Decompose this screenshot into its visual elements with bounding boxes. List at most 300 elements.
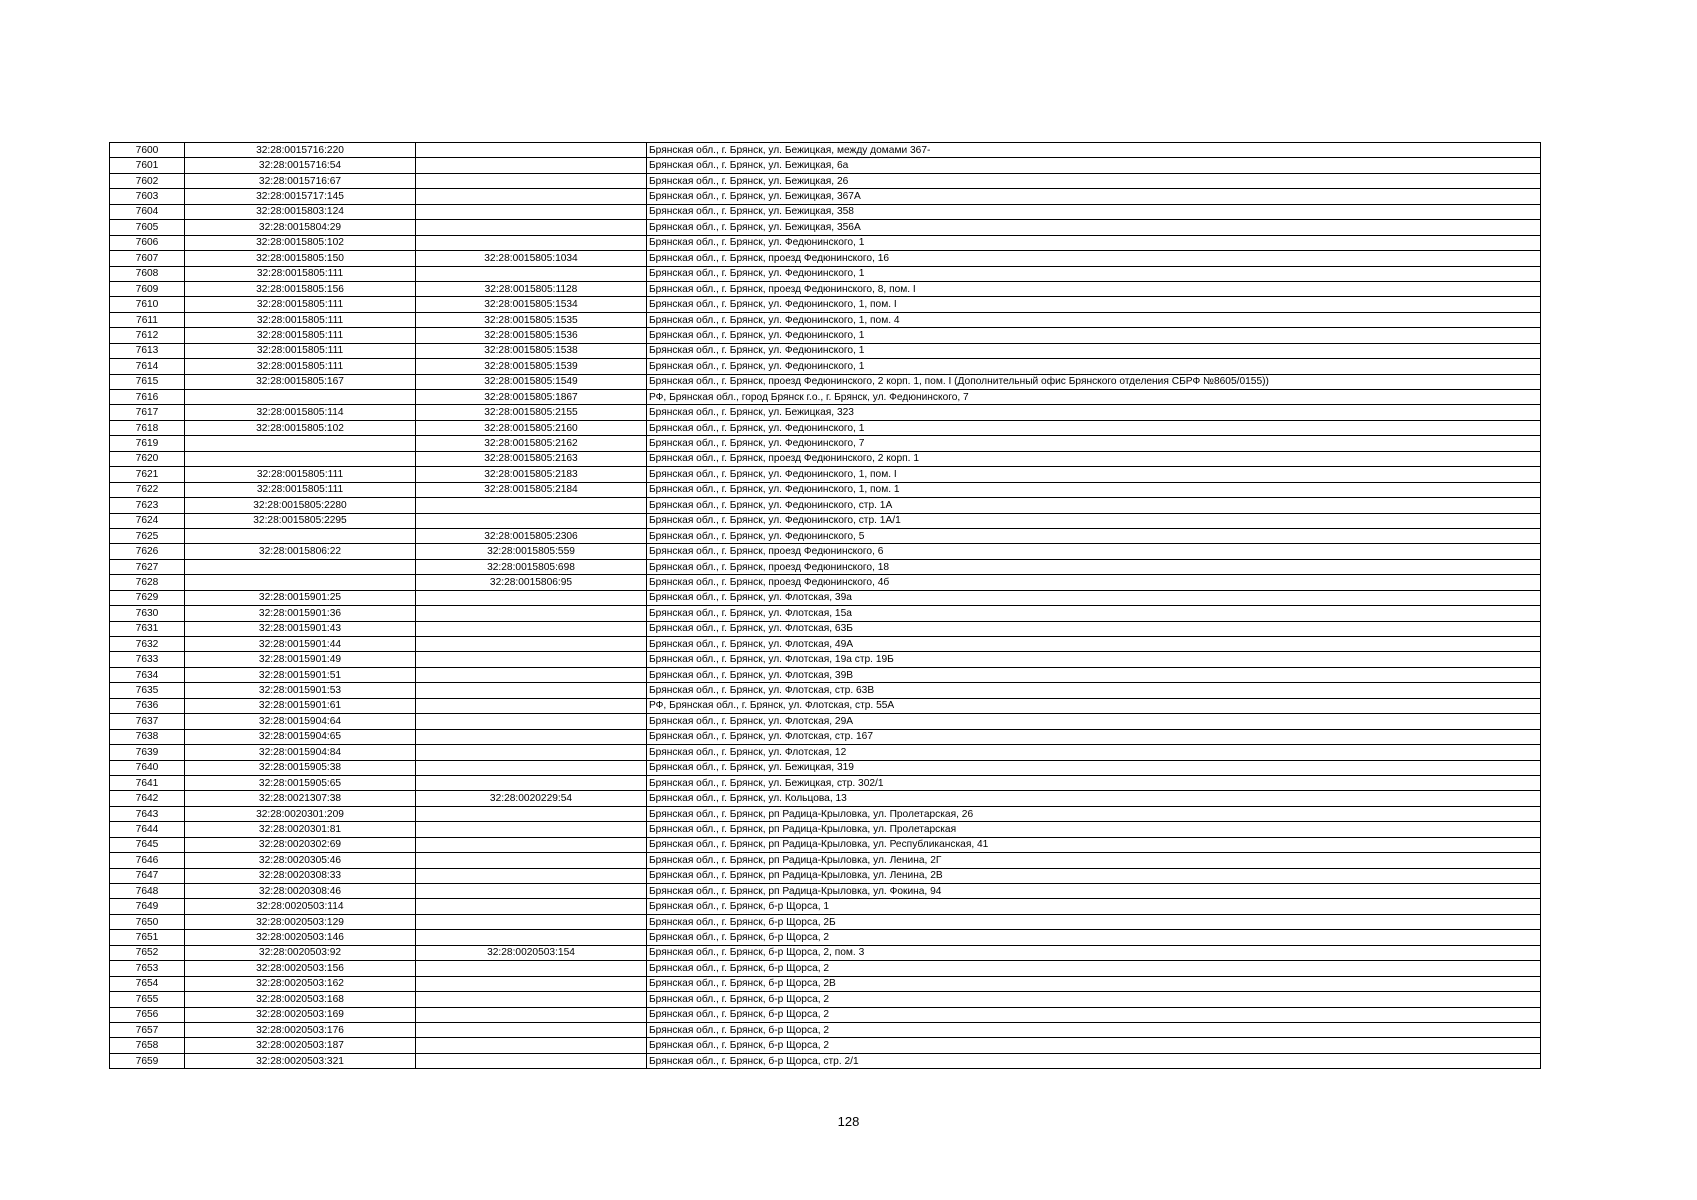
land-cadastral-number-cell	[185, 575, 416, 590]
row-number-cell: 7645	[110, 837, 185, 852]
register-sheet	[109, 142, 1540, 1069]
address-cell: Брянская обл., г. Брянск, рп Радица-Крыловка, ул. Республиканская, 41	[647, 837, 1541, 852]
row-number-cell: 7636	[110, 698, 185, 713]
table-row	[110, 745, 1541, 760]
address-cell: Брянская обл., г. Брянск, ул. Бежицкая, стр. 302/1	[647, 775, 1541, 790]
building-cadastral-number-cell: 32:28:0015805:2162	[416, 436, 647, 451]
row-number-cell: 7644	[110, 822, 185, 837]
row-number-cell: 7654	[110, 976, 185, 991]
land-cadastral-number-cell: 32:28:0015805:102	[185, 420, 416, 435]
row-number-cell: 7649	[110, 899, 185, 914]
address-cell: Брянская обл., г. Брянск, б-р Щорса, 1	[647, 899, 1541, 914]
table-row	[110, 992, 1541, 1007]
row-number-cell: 7621	[110, 467, 185, 482]
land-cadastral-number-cell: 32:28:0015901:61	[185, 698, 416, 713]
table-row	[110, 698, 1541, 713]
building-cadastral-number-cell	[416, 806, 647, 821]
building-cadastral-number-cell: 32:28:0015805:2184	[416, 482, 647, 497]
table-row	[110, 760, 1541, 775]
address-cell: Брянская обл., г. Брянск, ул. Федюнинского, 1	[647, 235, 1541, 250]
land-cadastral-number-cell: 32:28:0015805:111	[185, 266, 416, 281]
table-row	[110, 822, 1541, 837]
row-number-cell: 7605	[110, 220, 185, 235]
table-row	[110, 775, 1541, 790]
building-cadastral-number-cell	[416, 930, 647, 945]
row-number-cell: 7634	[110, 667, 185, 682]
building-cadastral-number-cell	[416, 745, 647, 760]
table-row	[110, 791, 1541, 806]
address-cell: Брянская обл., г. Брянск, б-р Щорса, 2	[647, 1022, 1541, 1037]
land-cadastral-number-cell: 32:28:0015904:65	[185, 729, 416, 744]
address-cell: Брянская обл., г. Брянск, ул. Кольцова, 13	[647, 791, 1541, 806]
building-cadastral-number-cell	[416, 976, 647, 991]
row-number-cell: 7657	[110, 1022, 185, 1037]
row-number-cell: 7600	[110, 143, 185, 158]
building-cadastral-number-cell: 32:28:0015805:2306	[416, 528, 647, 543]
land-cadastral-number-cell: 32:28:0015905:65	[185, 775, 416, 790]
address-cell: Брянская обл., г. Брянск, ул. Федюнинского, 5	[647, 528, 1541, 543]
land-cadastral-number-cell: 32:28:0015805:111	[185, 482, 416, 497]
address-cell: Брянская обл., г. Брянск, рп Радица-Крыловка, ул. Ленина, 2В	[647, 868, 1541, 883]
row-number-cell: 7627	[110, 559, 185, 574]
land-cadastral-number-cell: 32:28:0015804:29	[185, 220, 416, 235]
table-row	[110, 637, 1541, 652]
row-number-cell: 7613	[110, 343, 185, 358]
building-cadastral-number-cell	[416, 899, 647, 914]
land-cadastral-number-cell: 32:28:0015716:54	[185, 158, 416, 173]
building-cadastral-number-cell	[416, 513, 647, 528]
address-cell: Брянская обл., г. Брянск, б-р Щорса, 2	[647, 992, 1541, 1007]
row-number-cell: 7625	[110, 528, 185, 543]
row-number-cell: 7610	[110, 297, 185, 312]
table-row	[110, 281, 1541, 296]
building-cadastral-number-cell	[416, 637, 647, 652]
row-number-cell: 7626	[110, 544, 185, 559]
address-cell: Брянская обл., г. Брянск, б-р Щорса, 2	[647, 1038, 1541, 1053]
land-cadastral-number-cell: 32:28:0020308:33	[185, 868, 416, 883]
table-row	[110, 806, 1541, 821]
address-cell: Брянская обл., г. Брянск, проезд Федюнинского, 4б	[647, 575, 1541, 590]
building-cadastral-number-cell	[416, 158, 647, 173]
building-cadastral-number-cell	[416, 714, 647, 729]
table-row	[110, 436, 1541, 451]
building-cadastral-number-cell	[416, 189, 647, 204]
row-number-cell: 7658	[110, 1038, 185, 1053]
row-number-cell: 7622	[110, 482, 185, 497]
address-cell: Брянская обл., г. Брянск, ул. Бежицкая, между домами 367-	[647, 143, 1541, 158]
land-cadastral-number-cell: 32:28:0020503:146	[185, 930, 416, 945]
address-cell: Брянская обл., г. Брянск, ул. Флотская, 63Б	[647, 621, 1541, 636]
land-cadastral-number-cell: 32:28:0015805:2280	[185, 498, 416, 513]
building-cadastral-number-cell: 32:28:0015805:2183	[416, 467, 647, 482]
address-cell: Брянская обл., г. Брянск, ул. Федюнинского, 1	[647, 266, 1541, 281]
land-cadastral-number-cell: 32:28:0015805:2295	[185, 513, 416, 528]
row-number-cell: 7637	[110, 714, 185, 729]
land-cadastral-number-cell: 32:28:0020301:209	[185, 806, 416, 821]
table-row	[110, 158, 1541, 173]
table-row	[110, 251, 1541, 266]
row-number-cell: 7606	[110, 235, 185, 250]
address-cell: Брянская обл., г. Брянск, ул. Флотская, 29А	[647, 714, 1541, 729]
building-cadastral-number-cell	[416, 1022, 647, 1037]
land-cadastral-number-cell: 32:28:0015805:111	[185, 312, 416, 327]
row-number-cell: 7604	[110, 204, 185, 219]
row-number-cell: 7628	[110, 575, 185, 590]
building-cadastral-number-cell: 32:28:0015805:1128	[416, 281, 647, 296]
address-cell: Брянская обл., г. Брянск, проезд Федюнинского, 6	[647, 544, 1541, 559]
table-row	[110, 652, 1541, 667]
address-cell: Брянская обл., г. Брянск, ул. Флотская, стр. 167	[647, 729, 1541, 744]
building-cadastral-number-cell	[416, 961, 647, 976]
address-cell: Брянская обл., г. Брянск, ул. Бежицкая, 356А	[647, 220, 1541, 235]
building-cadastral-number-cell: 32:28:0020229:54	[416, 791, 647, 806]
building-cadastral-number-cell	[416, 266, 647, 281]
row-number-cell: 7647	[110, 868, 185, 883]
row-number-cell: 7659	[110, 1053, 185, 1068]
address-cell: Брянская обл., г. Брянск, ул. Федюнинского, 1, пом. 1	[647, 482, 1541, 497]
table-row	[110, 513, 1541, 528]
table-row	[110, 884, 1541, 899]
row-number-cell: 7655	[110, 992, 185, 1007]
land-cadastral-number-cell: 32:28:0015805:111	[185, 328, 416, 343]
row-number-cell: 7609	[110, 281, 185, 296]
address-cell: Брянская обл., г. Брянск, проезд Федюнинского, 16	[647, 251, 1541, 266]
building-cadastral-number-cell	[416, 884, 647, 899]
building-cadastral-number-cell	[416, 683, 647, 698]
row-number-cell: 7632	[110, 637, 185, 652]
land-cadastral-number-cell: 32:28:0015805:111	[185, 467, 416, 482]
land-cadastral-number-cell	[185, 559, 416, 574]
address-cell: Брянская обл., г. Брянск, ул. Федюнинского, 1, пом. I	[647, 467, 1541, 482]
row-number-cell: 7620	[110, 451, 185, 466]
land-cadastral-number-cell: 32:28:0015805:156	[185, 281, 416, 296]
address-cell: Брянская обл., г. Брянск, ул. Флотская, 12	[647, 745, 1541, 760]
row-number-cell: 7629	[110, 590, 185, 605]
land-cadastral-number-cell: 32:28:0020305:46	[185, 853, 416, 868]
table-row	[110, 1038, 1541, 1053]
table-row	[110, 575, 1541, 590]
land-cadastral-number-cell: 32:28:0015803:124	[185, 204, 416, 219]
address-cell: Брянская обл., г. Брянск, б-р Щорса, 2В	[647, 976, 1541, 991]
row-number-cell: 7651	[110, 930, 185, 945]
land-cadastral-number-cell	[185, 451, 416, 466]
row-number-cell: 7646	[110, 853, 185, 868]
building-cadastral-number-cell: 32:28:0015806:95	[416, 575, 647, 590]
building-cadastral-number-cell	[416, 853, 647, 868]
address-cell: Брянская обл., г. Брянск, ул. Флотская, 49А	[647, 637, 1541, 652]
address-cell: Брянская обл., г. Брянск, рп Радица-Крыловка, ул. Ленина, 2Г	[647, 853, 1541, 868]
table-row	[110, 930, 1541, 945]
row-number-cell: 7616	[110, 390, 185, 405]
land-cadastral-number-cell: 32:28:0020302:69	[185, 837, 416, 852]
building-cadastral-number-cell	[416, 235, 647, 250]
building-cadastral-number-cell: 32:28:0015805:2163	[416, 451, 647, 466]
row-number-cell: 7602	[110, 173, 185, 188]
building-cadastral-number-cell: 32:28:0015805:1535	[416, 312, 647, 327]
row-number-cell: 7619	[110, 436, 185, 451]
table-row	[110, 1022, 1541, 1037]
building-cadastral-number-cell	[416, 698, 647, 713]
land-cadastral-number-cell: 32:28:0015904:84	[185, 745, 416, 760]
building-cadastral-number-cell: 32:28:0015805:1867	[416, 390, 647, 405]
row-number-cell: 7635	[110, 683, 185, 698]
land-cadastral-number-cell: 32:28:0015805:111	[185, 359, 416, 374]
land-cadastral-number-cell: 32:28:0015716:220	[185, 143, 416, 158]
address-cell: Брянская обл., г. Брянск, ул. Федюнинского, 1	[647, 359, 1541, 374]
table-row	[110, 961, 1541, 976]
building-cadastral-number-cell	[416, 498, 647, 513]
table-row	[110, 729, 1541, 744]
address-cell: Брянская обл., г. Брянск, ул. Бежицкая, 6а	[647, 158, 1541, 173]
table-row	[110, 899, 1541, 914]
address-cell: Брянская обл., г. Брянск, б-р Щорса, 2, пом. 3	[647, 945, 1541, 960]
land-cadastral-number-cell: 32:28:0015805:102	[185, 235, 416, 250]
table-row	[110, 451, 1541, 466]
table-row	[110, 405, 1541, 420]
building-cadastral-number-cell	[416, 760, 647, 775]
row-number-cell: 7650	[110, 914, 185, 929]
row-number-cell: 7615	[110, 374, 185, 389]
building-cadastral-number-cell	[416, 173, 647, 188]
table-row	[110, 482, 1541, 497]
table-row	[110, 312, 1541, 327]
row-number-cell: 7638	[110, 729, 185, 744]
table-row	[110, 235, 1541, 250]
row-number-cell: 7652	[110, 945, 185, 960]
land-cadastral-number-cell	[185, 390, 416, 405]
table-row	[110, 1007, 1541, 1022]
land-cadastral-number-cell: 32:28:0020503:162	[185, 976, 416, 991]
table-row	[110, 297, 1541, 312]
building-cadastral-number-cell: 32:28:0015805:1539	[416, 359, 647, 374]
row-number-cell: 7611	[110, 312, 185, 327]
address-cell: Брянская обл., г. Брянск, проезд Федюнинского, 2 корп. 1, пом. I (Дополнительный офис Брянского отделения СБРФ №8605/0155))	[647, 374, 1541, 389]
address-cell: Брянская обл., г. Брянск, ул. Бежицкая, 26	[647, 173, 1541, 188]
table-row	[110, 621, 1541, 636]
building-cadastral-number-cell	[416, 143, 647, 158]
building-cadastral-number-cell: 32:28:0015805:1549	[416, 374, 647, 389]
table-row	[110, 1053, 1541, 1068]
row-number-cell: 7612	[110, 328, 185, 343]
table-row	[110, 266, 1541, 281]
row-number-cell: 7603	[110, 189, 185, 204]
address-cell: Брянская обл., г. Брянск, рп Радица-Крыловка, ул. Фокина, 94	[647, 884, 1541, 899]
building-cadastral-number-cell	[416, 729, 647, 744]
land-cadastral-number-cell: 32:28:0015805:114	[185, 405, 416, 420]
building-cadastral-number-cell: 32:28:0015805:2160	[416, 420, 647, 435]
row-number-cell: 7623	[110, 498, 185, 513]
table-row	[110, 390, 1541, 405]
row-number-cell: 7642	[110, 791, 185, 806]
address-cell: РФ, Брянская обл., город Брянск г.о., г. Брянск, ул. Федюнинского, 7	[647, 390, 1541, 405]
row-number-cell: 7607	[110, 251, 185, 266]
address-cell: Брянская обл., г. Брянск, проезд Федюнинского, 18	[647, 559, 1541, 574]
table-row	[110, 853, 1541, 868]
table-row	[110, 559, 1541, 574]
table-row	[110, 189, 1541, 204]
table-row	[110, 143, 1541, 158]
address-cell: Брянская обл., г. Брянск, рп Радица-Крыловка, ул. Пролетарская, 26	[647, 806, 1541, 821]
table-row	[110, 204, 1541, 219]
address-cell: Брянская обл., г. Брянск, б-р Щорса, 2Б	[647, 914, 1541, 929]
table-row	[110, 667, 1541, 682]
address-cell: Брянская обл., г. Брянск, б-р Щорса, 2	[647, 961, 1541, 976]
building-cadastral-number-cell: 32:28:0015805:1536	[416, 328, 647, 343]
page-number: 128	[837, 1114, 860, 1129]
building-cadastral-number-cell	[416, 775, 647, 790]
land-cadastral-number-cell: 32:28:0020503:187	[185, 1038, 416, 1053]
land-cadastral-number-cell: 32:28:0015717:145	[185, 189, 416, 204]
building-cadastral-number-cell: 32:28:0015805:698	[416, 559, 647, 574]
building-cadastral-number-cell	[416, 621, 647, 636]
building-cadastral-number-cell	[416, 1007, 647, 1022]
row-number-cell: 7614	[110, 359, 185, 374]
row-number-cell: 7633	[110, 652, 185, 667]
land-cadastral-number-cell: 32:28:0020503:321	[185, 1053, 416, 1068]
row-number-cell: 7641	[110, 775, 185, 790]
land-cadastral-number-cell: 32:28:0015805:150	[185, 251, 416, 266]
address-cell: Брянская обл., г. Брянск, ул. Федюнинского, 1	[647, 343, 1541, 358]
address-cell: Брянская обл., г. Брянск, проезд Федюнинского, 8, пом. I	[647, 281, 1541, 296]
table-row	[110, 914, 1541, 929]
land-cadastral-number-cell: 32:28:0015901:49	[185, 652, 416, 667]
building-cadastral-number-cell: 32:28:0015805:559	[416, 544, 647, 559]
land-cadastral-number-cell: 32:28:0020503:168	[185, 992, 416, 1007]
building-cadastral-number-cell: 32:28:0015805:1538	[416, 343, 647, 358]
table-row	[110, 683, 1541, 698]
land-cadastral-number-cell: 32:28:0015901:51	[185, 667, 416, 682]
row-number-cell: 7640	[110, 760, 185, 775]
address-cell: Брянская обл., г. Брянск, ул. Федюнинского, 1	[647, 420, 1541, 435]
building-cadastral-number-cell	[416, 667, 647, 682]
row-number-cell: 7643	[110, 806, 185, 821]
address-cell: Брянская обл., г. Брянск, б-р Щорса, 2	[647, 1007, 1541, 1022]
table-row	[110, 220, 1541, 235]
table-row	[110, 467, 1541, 482]
address-cell: Брянская обл., г. Брянск, ул. Бежицкая, 323	[647, 405, 1541, 420]
address-cell: Брянская обл., г. Брянск, рп Радица-Крыловка, ул. Пролетарская	[647, 822, 1541, 837]
building-cadastral-number-cell	[416, 1053, 647, 1068]
table-row	[110, 714, 1541, 729]
property-register-table	[109, 142, 1541, 1069]
table-row	[110, 343, 1541, 358]
land-cadastral-number-cell: 32:28:0015716:67	[185, 173, 416, 188]
address-cell: Брянская обл., г. Брянск, ул. Флотская, 39В	[647, 667, 1541, 682]
land-cadastral-number-cell: 32:28:0015901:43	[185, 621, 416, 636]
land-cadastral-number-cell	[185, 436, 416, 451]
land-cadastral-number-cell: 32:28:0020301:81	[185, 822, 416, 837]
land-cadastral-number-cell: 32:28:0015901:44	[185, 637, 416, 652]
table-row	[110, 606, 1541, 621]
address-cell: Брянская обл., г. Брянск, ул. Флотская, 39а	[647, 590, 1541, 605]
address-cell: Брянская обл., г. Брянск, ул. Флотская, стр. 63В	[647, 683, 1541, 698]
building-cadastral-number-cell	[416, 992, 647, 1007]
land-cadastral-number-cell: 32:28:0020503:156	[185, 961, 416, 976]
land-cadastral-number-cell: 32:28:0015905:38	[185, 760, 416, 775]
table-row	[110, 945, 1541, 960]
address-cell: Брянская обл., г. Брянск, ул. Федюнинского, 7	[647, 436, 1541, 451]
table-row	[110, 976, 1541, 991]
address-cell: Брянская обл., г. Брянск, ул. Флотская, 15а	[647, 606, 1541, 621]
building-cadastral-number-cell	[416, 220, 647, 235]
address-cell: Брянская обл., г. Брянск, ул. Флотская, 19а стр. 19Б	[647, 652, 1541, 667]
address-cell: Брянская обл., г. Брянск, ул. Федюнинского, 1	[647, 328, 1541, 343]
land-cadastral-number-cell: 32:28:0015901:25	[185, 590, 416, 605]
land-cadastral-number-cell: 32:28:0015901:53	[185, 683, 416, 698]
address-cell: Брянская обл., г. Брянск, ул. Федюнинского, стр. 1А/1	[647, 513, 1541, 528]
land-cadastral-number-cell: 32:28:0015805:167	[185, 374, 416, 389]
building-cadastral-number-cell: 32:28:0015805:2155	[416, 405, 647, 420]
building-cadastral-number-cell	[416, 868, 647, 883]
land-cadastral-number-cell: 32:28:0015805:111	[185, 343, 416, 358]
land-cadastral-number-cell: 32:28:0015806:22	[185, 544, 416, 559]
building-cadastral-number-cell	[416, 822, 647, 837]
row-number-cell: 7608	[110, 266, 185, 281]
building-cadastral-number-cell	[416, 914, 647, 929]
row-number-cell: 7618	[110, 420, 185, 435]
table-row	[110, 528, 1541, 543]
land-cadastral-number-cell: 32:28:0015904:64	[185, 714, 416, 729]
row-number-cell: 7653	[110, 961, 185, 976]
land-cadastral-number-cell: 32:28:0015805:111	[185, 297, 416, 312]
table-row	[110, 359, 1541, 374]
address-cell: Брянская обл., г. Брянск, ул. Федюнинского, 1, пом. I	[647, 297, 1541, 312]
row-number-cell: 7617	[110, 405, 185, 420]
address-cell: Брянская обл., г. Брянск, ул. Бежицкая, 367А	[647, 189, 1541, 204]
land-cadastral-number-cell: 32:28:0015901:36	[185, 606, 416, 621]
building-cadastral-number-cell	[416, 837, 647, 852]
address-cell: Брянская обл., г. Брянск, б-р Щорса, стр. 2/1	[647, 1053, 1541, 1068]
land-cadastral-number-cell	[185, 528, 416, 543]
building-cadastral-number-cell: 32:28:0020503:154	[416, 945, 647, 960]
land-cadastral-number-cell: 32:28:0020503:169	[185, 1007, 416, 1022]
table-row	[110, 420, 1541, 435]
table-row	[110, 837, 1541, 852]
table-row	[110, 868, 1541, 883]
table-body	[110, 143, 1541, 1069]
building-cadastral-number-cell	[416, 204, 647, 219]
address-cell: РФ, Брянская обл., г. Брянск, ул. Флотская, стр. 55А	[647, 698, 1541, 713]
address-cell: Брянская обл., г. Брянск, б-р Щорса, 2	[647, 930, 1541, 945]
table-row	[110, 498, 1541, 513]
row-number-cell: 7656	[110, 1007, 185, 1022]
building-cadastral-number-cell	[416, 1038, 647, 1053]
address-cell: Брянская обл., г. Брянск, ул. Бежицкая, 319	[647, 760, 1541, 775]
address-cell: Брянская обл., г. Брянск, ул. Бежицкая, 358	[647, 204, 1541, 219]
land-cadastral-number-cell: 32:28:0020503:92	[185, 945, 416, 960]
building-cadastral-number-cell	[416, 606, 647, 621]
land-cadastral-number-cell: 32:28:0020503:176	[185, 1022, 416, 1037]
row-number-cell: 7631	[110, 621, 185, 636]
land-cadastral-number-cell: 32:28:0020503:114	[185, 899, 416, 914]
land-cadastral-number-cell: 32:28:0021307:38	[185, 791, 416, 806]
row-number-cell: 7630	[110, 606, 185, 621]
table-row	[110, 544, 1541, 559]
building-cadastral-number-cell: 32:28:0015805:1534	[416, 297, 647, 312]
address-cell: Брянская обл., г. Брянск, ул. Федюнинского, стр. 1А	[647, 498, 1541, 513]
building-cadastral-number-cell	[416, 590, 647, 605]
building-cadastral-number-cell	[416, 652, 647, 667]
row-number-cell: 7624	[110, 513, 185, 528]
table-row	[110, 590, 1541, 605]
row-number-cell: 7648	[110, 884, 185, 899]
row-number-cell: 7639	[110, 745, 185, 760]
table-row	[110, 374, 1541, 389]
row-number-cell: 7601	[110, 158, 185, 173]
land-cadastral-number-cell: 32:28:0020308:46	[185, 884, 416, 899]
table-row	[110, 173, 1541, 188]
land-cadastral-number-cell: 32:28:0020503:129	[185, 914, 416, 929]
